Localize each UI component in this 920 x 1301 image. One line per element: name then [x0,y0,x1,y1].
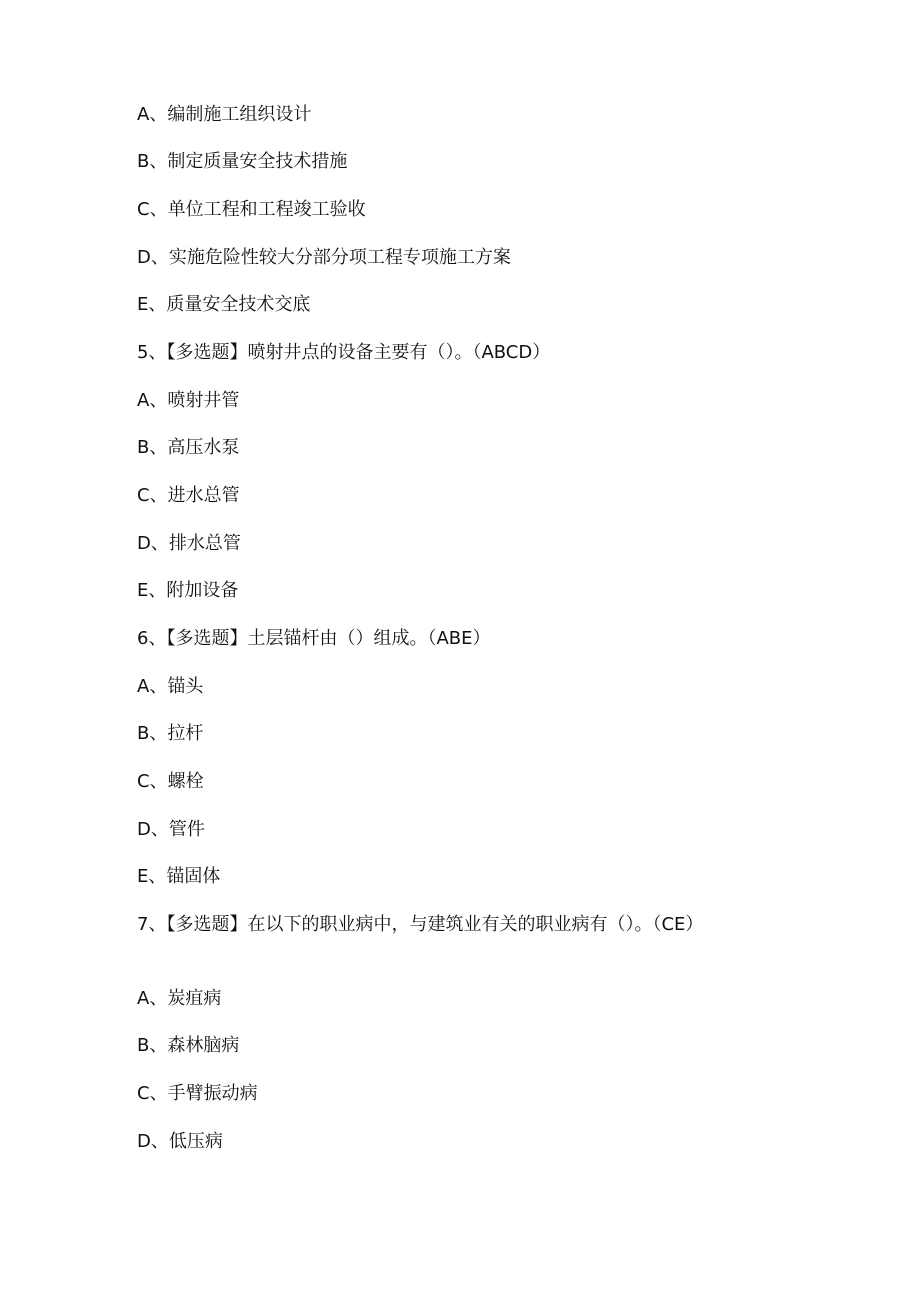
q4-option-c: C、单位工程和工程竣工验收 [137,199,366,220]
q5-option-b: B、高压水泵 [137,437,240,458]
q4-option-d: D、实施危险性较大分部分项工程专项施工方案 [137,247,511,268]
q4-option-a: A、编制施工组织设计 [137,104,312,125]
q4-option-e: E、质量安全技术交底 [137,294,311,315]
q6-option-e: E、锚固体 [137,866,221,887]
q5-option-d: D、排水总管 [137,533,241,554]
q6-option-c: C、螺栓 [137,771,204,792]
q6-question: 6、【多选题】土层锚杆由（）组成。（ABE） [137,628,491,649]
q4-option-b: B、制定质量安全技术措施 [137,151,348,172]
q7-option-a: A、炭疽病 [137,988,222,1009]
q7-option-c: C、手臂振动病 [137,1083,258,1104]
q6-option-b: B、拉杆 [137,723,204,744]
q5-option-e: E、附加设备 [137,580,239,601]
q7-question: 7、【多选题】在以下的职业病中，与建筑业有关的职业病有（）。（CE） [137,914,704,935]
q7-option-d: D、低压病 [137,1131,223,1152]
q7-option-b: B、森林脑病 [137,1035,240,1056]
q6-option-a: A、锚头 [137,676,204,697]
q6-option-d: D、管件 [137,819,205,840]
q5-question: 5、【多选题】喷射井点的设备主要有（）。（ABCD） [137,342,551,363]
q5-option-a: A、喷射井管 [137,390,240,411]
q5-option-c: C、进水总管 [137,485,240,506]
